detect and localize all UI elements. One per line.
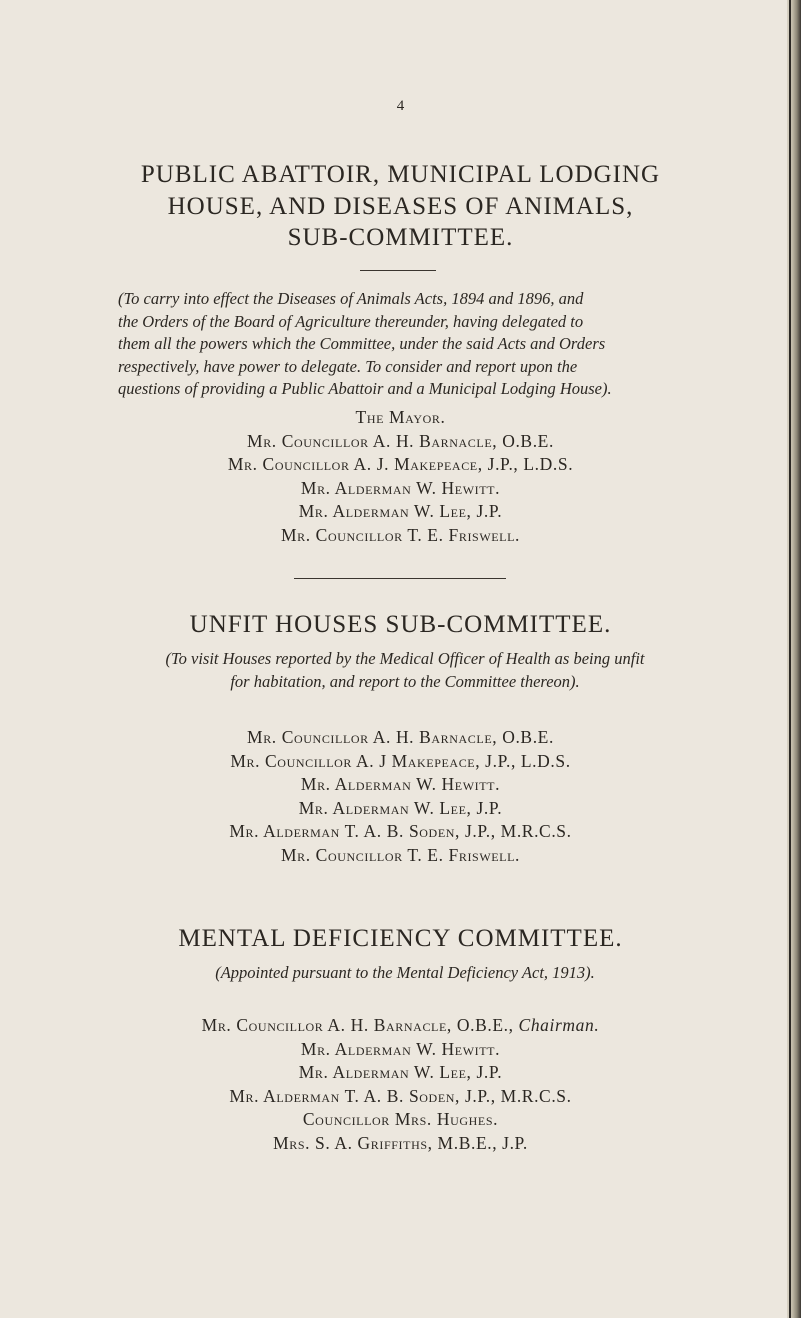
member-entry: Mr. Councillor A. H. Barnacle, O.B.E.: [247, 430, 554, 451]
member-entry: Mr. Councillor A. J Makepeace, J.P., L.D.S.: [230, 750, 571, 771]
divider-rule: [360, 270, 436, 271]
member-entry: Mr. Alderman T. A. B. Soden, J.P., M.R.C.S.: [229, 821, 572, 841]
member-list: [0, 726, 801, 867]
member-entry: Mrs. S. A. Griffiths, M.B.E., J.P.: [273, 1132, 528, 1153]
note-line: (To carry into effect the Diseases of Animals Acts, 1894 and 1896, and: [118, 289, 584, 308]
section-note: [60, 962, 750, 985]
note-line: them all the powers which the Committee, under the said Acts and Orders: [118, 334, 606, 353]
section-title-line: HOUSE, AND DISEASES OF ANIMALS,: [167, 193, 634, 220]
divider-rule: [294, 578, 506, 579]
section-note: [60, 648, 750, 693]
section-title: MENTAL DEFICIENCY COMMITTEE.: [178, 925, 623, 952]
member-entry: Mr. Alderman W. Hewitt.: [300, 477, 501, 498]
member-entry: The Mayor.: [355, 407, 446, 427]
member-entry: Mr. Alderman W. Hewitt.: [300, 1038, 501, 1059]
member-entry: Mr. Councillor T. E. Friswell.: [280, 524, 521, 545]
note-line: (To visit Houses reported by the Medical Officer of Health as being unfit: [165, 649, 645, 668]
member-entry-chair: [0, 1014, 801, 1038]
chair-name: Mr. Councillor A. H. Barnacle, O.B.E.,: [201, 1015, 514, 1035]
note-line: respectively, have power to delegate. To consider and report upon the: [118, 356, 578, 376]
section-title: UNFIT HOUSES SUB-COMMITTEE.: [189, 611, 612, 638]
member-entry: Mr. Councillor A. H. Barnacle, O.B.E.: [247, 727, 554, 747]
chair-role: Chairman.: [518, 1015, 600, 1035]
member-entry: Mr. Alderman W. Lee, J.P.: [298, 501, 503, 521]
note-line: the Orders of the Board of Agriculture thereunder, having delegated to: [118, 311, 584, 331]
member-entry: Mr. Alderman W. Lee, J.P.: [298, 797, 503, 818]
member-entry: Mr. Councillor T. E. Friswell.: [280, 844, 521, 865]
member-entry: Councillor Mrs. Hughes.: [302, 1109, 499, 1129]
section-title-line: PUBLIC ABATTOIR, MUNICIPAL LODGING: [140, 161, 661, 188]
member-entry: Mr. Alderman W. Hewitt.: [300, 774, 501, 794]
page-number: 4: [396, 98, 405, 114]
section-title-line: SUB-COMMITTEE.: [287, 224, 514, 251]
note-line: for habitation, and report to the Committee thereon).: [230, 671, 580, 691]
member-entry: Mr. Alderman W. Lee, J.P.: [298, 1062, 503, 1082]
member-entry: Mr. Alderman T. A. B. Soden, J.P., M.R.C.S.: [229, 1085, 572, 1106]
section-note: [118, 288, 718, 401]
note-line: (Appointed pursuant to the Mental Deficiency Act, 1913).: [215, 963, 595, 982]
member-list: [0, 406, 801, 547]
member-entry: Mr. Councillor A. J. Makepeace, J.P., L.D.S.: [227, 454, 574, 474]
member-list: [0, 1014, 801, 1155]
note-line: questions of providing a Public Abattoir and a Municipal Lodging House).: [118, 379, 612, 398]
